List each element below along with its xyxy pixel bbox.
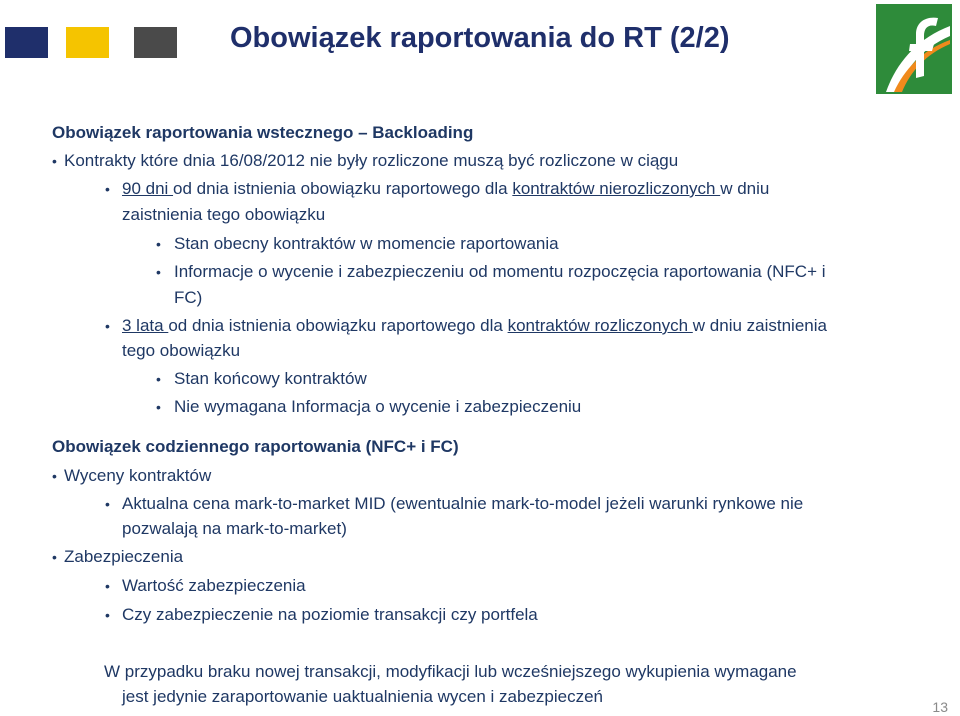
underlined-cleared-contracts: kontraktów rozliczonych (507, 316, 693, 335)
footer-note-line1: W przypadku braku nowej transakcji, modyfikacji lub wcześniejszego wykupienia wymagane (104, 662, 797, 681)
bullet-dot: • (105, 318, 110, 334)
underlined-90-days: 90 dni (122, 179, 174, 198)
decor-square-gray (134, 27, 177, 58)
bullet-final-state: Stan końcowy kontraktów (174, 369, 367, 388)
bullet-collateral-value: Wartość zabezpieczenia (122, 576, 306, 595)
bullet-dot: • (52, 549, 57, 565)
bullet-contracts-unsettled: Kontrakty które dnia 16/08/2012 nie były rozliczone muszą być rozliczone w ciągu (64, 151, 679, 170)
text-segment: od dnia istnienia obowiązku raportowego dla (168, 316, 508, 335)
bullet-dot: • (156, 264, 161, 280)
bullet-dot: • (52, 153, 57, 169)
underlined-3-years: 3 lata (122, 316, 169, 335)
bullet-valuation-info-cont: FC) (174, 288, 203, 307)
bullet-3-years (122, 316, 827, 336)
bullet-dot: • (156, 236, 161, 252)
bullet-90-days (122, 179, 769, 199)
section-heading-daily: Obowiązek codziennego raportowania (NFC+ i FC) (52, 437, 459, 456)
section-heading-backloading: Obowiązek raportowania wstecznego – Backloading (52, 123, 474, 142)
text-segment: od dnia istnienia obowiązku raportowego dla (173, 179, 513, 198)
bullet-dot: • (156, 371, 161, 387)
decor-square-navy (5, 27, 48, 58)
bullet-dot: • (105, 181, 110, 197)
bullet-dot: • (105, 578, 110, 594)
bullet-current-state: Stan obecny kontraktów w momencie raportowania (174, 234, 559, 253)
bullet-collateral-level: Czy zabezpieczenie na poziomie transakcji czy portfela (122, 605, 538, 624)
page-title: Obowiązek raportowania do RT (2/2) (230, 22, 730, 54)
bullet-dot: • (156, 399, 161, 415)
bullet-dot: • (105, 496, 110, 512)
footer-note-line2: jest jedynie zaraportowanie uaktualnienia wycen i zabezpieczeń (122, 687, 604, 706)
page-number: 13 (932, 699, 948, 715)
bullet-collateral: Zabezpieczenia (64, 547, 184, 566)
underlined-uncleared-contracts: kontraktów nierozliczonych (512, 179, 721, 198)
text-segment: w dniu zaistnienia (692, 316, 827, 335)
bullet-3-years-cont: tego obowiązku (122, 341, 241, 360)
bullet-dot: • (52, 468, 57, 484)
fx-logo-icon (876, 4, 952, 94)
bullet-not-required: Nie wymagana Informacja o wycenie i zabezpieczeniu (174, 397, 582, 416)
bullet-valuation-info: Informacje o wycenie i zabezpieczeniu od momentu rozpoczęcia raportowania (NFC+ i (174, 262, 826, 281)
text-segment: w dniu (720, 179, 770, 198)
decor-square-yellow (66, 27, 109, 58)
bullet-valuations: Wyceny kontraktów (64, 466, 212, 485)
bullet-mtm-price-cont: pozwalają na mark-to-market) (122, 519, 347, 538)
bullet-90-days-cont: zaistnienia tego obowiązku (122, 205, 326, 224)
bullet-mtm-price: Aktualna cena mark-to-market MID (ewentualnie mark-to-model jeżeli warunki rynkowe nie (122, 494, 804, 513)
bullet-dot: • (105, 607, 110, 623)
